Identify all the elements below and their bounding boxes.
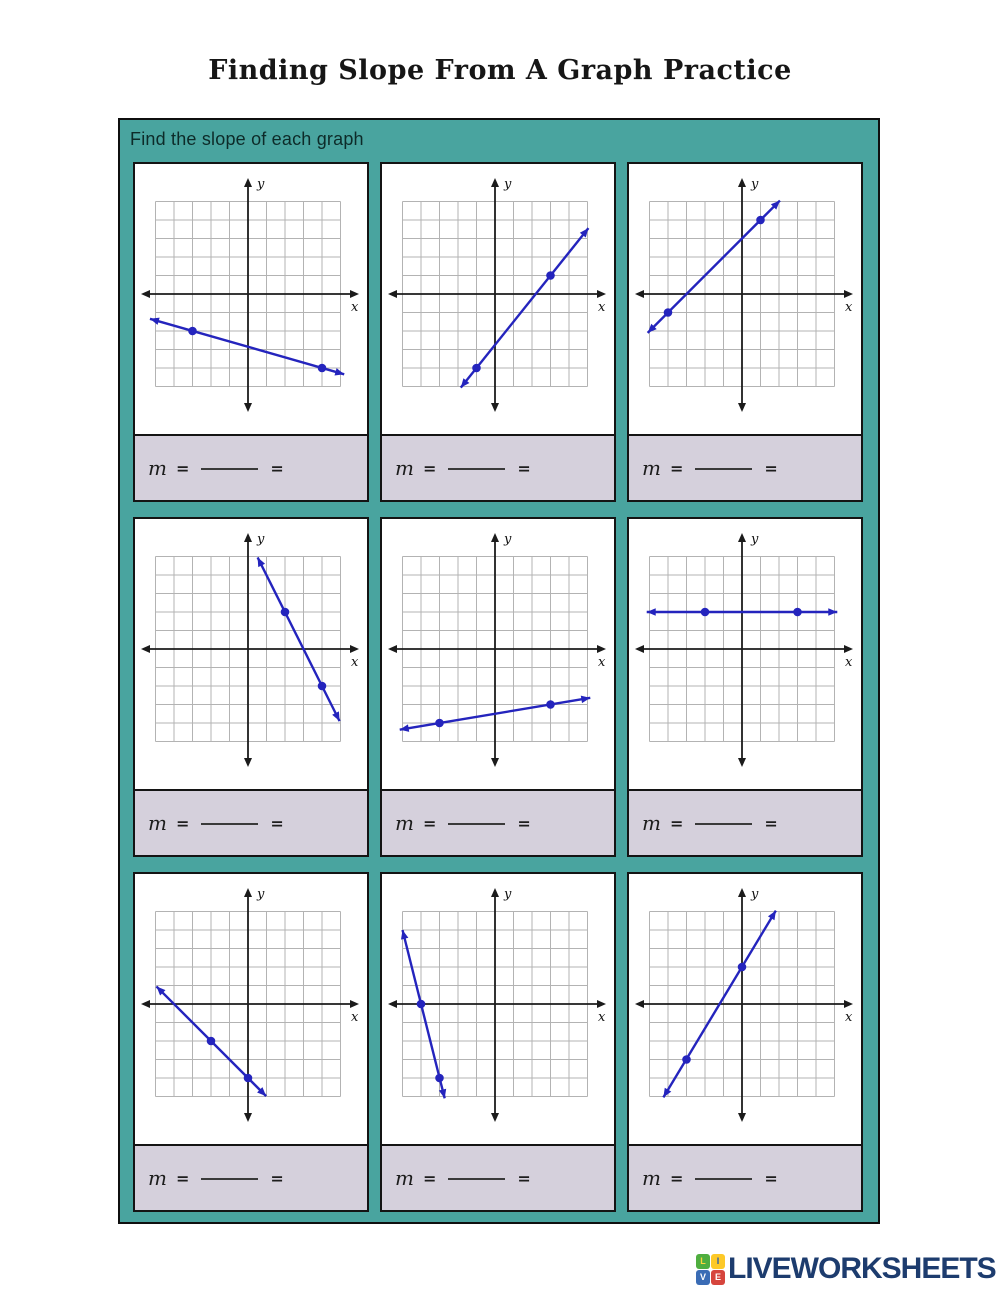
slope-graph	[382, 874, 614, 1144]
svg-text:x: x	[845, 300, 853, 315]
m-label: m	[642, 1166, 661, 1190]
answer-strip	[382, 1144, 614, 1210]
equals-sign: =	[764, 813, 778, 833]
brand-name: LIVEWORKSHEETS	[728, 1252, 996, 1285]
answer-blank[interactable]	[448, 468, 505, 470]
graph-card	[133, 517, 369, 857]
svg-text:x: x	[845, 1010, 853, 1025]
m-label: m	[642, 456, 661, 480]
equals-sign: =	[764, 458, 778, 478]
svg-text:x: x	[598, 655, 606, 670]
svg-text:x: x	[351, 1010, 359, 1025]
equals-sign: =	[175, 458, 190, 478]
answer-strip	[135, 789, 367, 855]
slope-graph	[629, 164, 861, 434]
slope-graph	[629, 874, 861, 1144]
equals-sign: =	[422, 813, 437, 833]
answer-strip	[629, 434, 861, 500]
graph-card	[133, 872, 369, 1212]
answer-strip	[382, 434, 614, 500]
svg-text:y: y	[504, 532, 512, 547]
equals-sign: =	[422, 458, 437, 478]
graph-card	[627, 162, 863, 502]
equals-sign: =	[270, 458, 284, 478]
answer-strip	[629, 789, 861, 855]
logo-tile: E	[711, 1270, 725, 1285]
svg-text:y: y	[504, 887, 512, 902]
answer-blank[interactable]	[695, 1178, 752, 1180]
answer-blank[interactable]	[448, 823, 505, 825]
m-label: m	[395, 811, 414, 835]
m-label: m	[148, 1166, 167, 1190]
svg-text:y: y	[751, 532, 759, 547]
equals-sign: =	[175, 1168, 190, 1188]
answer-strip	[382, 789, 614, 855]
slope-graph	[135, 519, 367, 789]
answer-strip	[135, 434, 367, 500]
slope-graph	[382, 164, 614, 434]
answer-blank[interactable]	[695, 823, 752, 825]
svg-text:y: y	[257, 532, 265, 547]
equals-sign: =	[517, 813, 531, 833]
logo-tile: V	[696, 1270, 710, 1285]
svg-text:x: x	[351, 655, 359, 670]
liveworksheets-icon	[696, 1254, 725, 1285]
slope-graph	[135, 874, 367, 1144]
m-label: m	[642, 811, 661, 835]
svg-text:y: y	[751, 177, 759, 192]
m-label: m	[395, 456, 414, 480]
graph-card	[627, 872, 863, 1212]
answer-blank[interactable]	[201, 823, 258, 825]
svg-text:y: y	[504, 177, 512, 192]
answer-blank[interactable]	[448, 1178, 505, 1180]
liveworksheets-logo	[696, 1252, 996, 1286]
instruction-banner: Find the slope of each graph	[130, 129, 364, 149]
equals-sign: =	[764, 1168, 778, 1188]
graph-grid	[133, 162, 863, 1212]
svg-text:x: x	[598, 300, 606, 315]
equals-sign: =	[669, 1168, 684, 1188]
svg-text:y: y	[257, 887, 265, 902]
answer-strip	[629, 1144, 861, 1210]
m-label: m	[148, 456, 167, 480]
equals-sign: =	[517, 1168, 531, 1188]
equals-sign: =	[270, 813, 284, 833]
m-label: m	[395, 1166, 414, 1190]
svg-text:x: x	[351, 300, 359, 315]
svg-text:x: x	[598, 1010, 606, 1025]
page-title: Finding Slope From A Graph Practice	[208, 55, 792, 86]
equals-sign: =	[422, 1168, 437, 1188]
answer-strip	[135, 1144, 367, 1210]
answer-blank[interactable]	[695, 468, 752, 470]
graph-card	[380, 517, 616, 857]
equals-sign: =	[175, 813, 190, 833]
slope-graph	[135, 164, 367, 434]
svg-text:y: y	[257, 177, 265, 192]
logo-tile: L	[696, 1254, 710, 1269]
m-label: m	[148, 811, 167, 835]
answer-blank[interactable]	[201, 1178, 258, 1180]
equals-sign: =	[669, 813, 684, 833]
graph-card	[380, 162, 616, 502]
svg-text:x: x	[845, 655, 853, 670]
slope-graph	[382, 519, 614, 789]
graph-card	[380, 872, 616, 1212]
answer-blank[interactable]	[201, 468, 258, 470]
svg-text:y: y	[751, 887, 759, 902]
graph-card	[133, 162, 369, 502]
graph-card	[627, 517, 863, 857]
equals-sign: =	[669, 458, 684, 478]
equals-sign: =	[517, 458, 531, 478]
slope-graph	[629, 519, 861, 789]
equals-sign: =	[270, 1168, 284, 1188]
worksheet-container	[118, 118, 880, 1224]
logo-tile: I	[711, 1254, 725, 1269]
